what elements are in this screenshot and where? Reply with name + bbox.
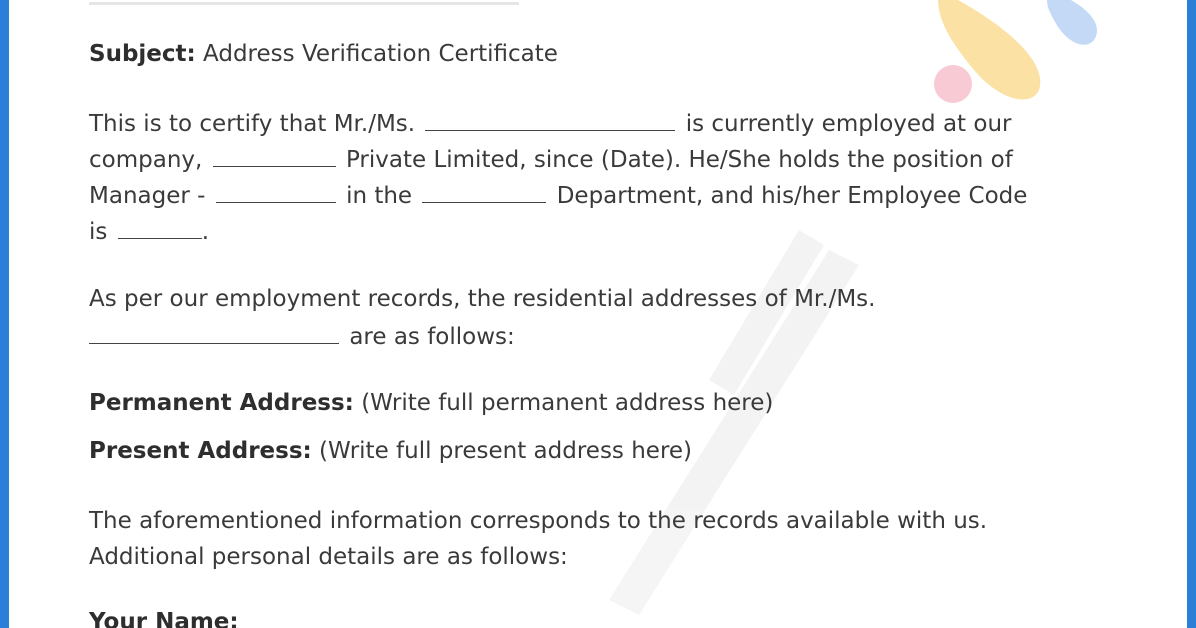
para3-line1 bbox=[89, 503, 987, 539]
para2-line1 bbox=[89, 281, 875, 317]
permanent-address-value: (Write full permanent address here) bbox=[361, 390, 774, 416]
text-fragment: company, bbox=[89, 147, 203, 173]
blank-employee-name-2[interactable] bbox=[89, 317, 339, 344]
blank-employee-code[interactable] bbox=[118, 212, 202, 239]
text-fragment: As per our employment records, the residential addresses of Mr./Ms. bbox=[89, 286, 876, 312]
para1-line2 bbox=[89, 140, 1013, 178]
header-fragment bbox=[89, 0, 519, 16]
present-address-line bbox=[89, 433, 692, 469]
para1-line1 bbox=[89, 104, 1012, 142]
text-fragment: This is to certify that Mr./Ms. bbox=[89, 111, 416, 137]
present-address-value: (Write full present address here) bbox=[319, 438, 693, 464]
blank-company-name[interactable] bbox=[213, 140, 336, 167]
text-fragment: are as follows: bbox=[349, 324, 515, 350]
text-fragment: Additional personal details are as follows: bbox=[89, 544, 568, 570]
para3-line2 bbox=[89, 539, 568, 575]
your-name-line bbox=[89, 604, 239, 628]
text-fragment: Manager - bbox=[89, 183, 206, 209]
subject-label: Subject: bbox=[89, 41, 196, 67]
text-fragment: . bbox=[201, 219, 209, 245]
text-fragment: Private Limited, since (Date). He/She holds the position of bbox=[345, 147, 1013, 173]
subject-line bbox=[89, 36, 558, 72]
blank-department[interactable] bbox=[422, 176, 546, 203]
text-fragment: Department, and his/her Employee Code bbox=[556, 183, 1028, 209]
subject-value: Address Verification Certificate bbox=[203, 41, 558, 67]
present-address-label: Present Address: bbox=[89, 438, 312, 464]
text-fragment: is bbox=[89, 219, 108, 245]
para1-line3 bbox=[89, 176, 1027, 214]
text-fragment: The aforementioned information corresponds to the records available with us. bbox=[89, 508, 988, 534]
permanent-address-line bbox=[89, 385, 773, 421]
para2-line2 bbox=[89, 317, 515, 355]
your-name-label: Your Name: bbox=[89, 609, 239, 628]
blank-position[interactable] bbox=[216, 176, 336, 203]
para1-line4 bbox=[89, 212, 209, 250]
blank-employee-name[interactable] bbox=[425, 104, 675, 131]
text-fragment: is currently employed at our bbox=[685, 111, 1012, 137]
permanent-address-label: Permanent Address: bbox=[89, 390, 354, 416]
text-fragment: in the bbox=[346, 183, 413, 209]
